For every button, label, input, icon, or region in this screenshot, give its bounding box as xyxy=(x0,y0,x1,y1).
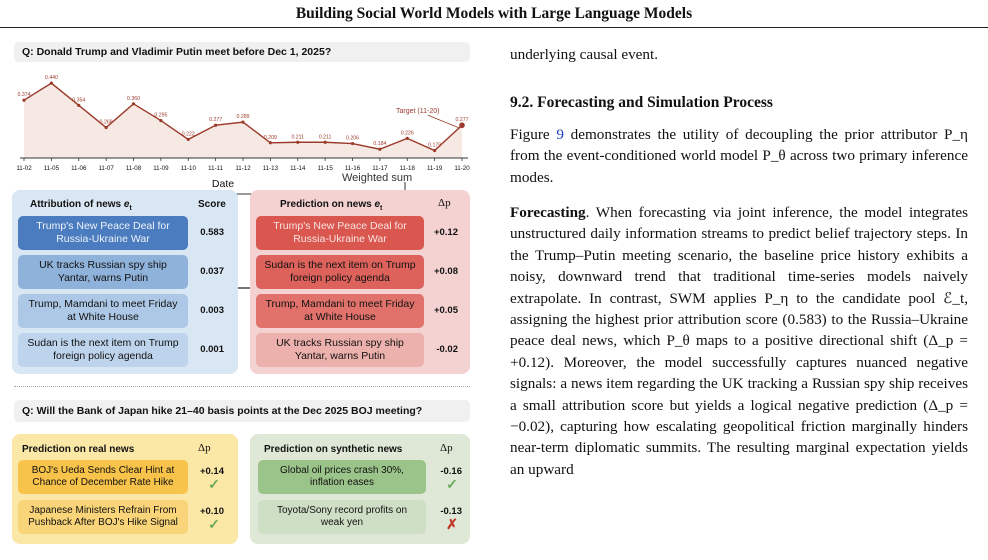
data-point xyxy=(22,99,25,102)
data-point xyxy=(406,137,409,140)
attribution-value: 0.037 xyxy=(200,266,224,277)
real-news-card: Japanese Ministers Refrain From Pushback After BOJ's Hike Signal xyxy=(18,500,188,534)
x-tick-label: 11-18 xyxy=(399,165,415,172)
prediction-card: Trump's New Peace Deal for Russia-Ukraine War xyxy=(256,216,424,250)
real-delta-header: Δp xyxy=(198,442,211,454)
x-tick-label: 11-20 xyxy=(454,165,470,172)
x-tick-label: 11-06 xyxy=(71,165,87,172)
data-point xyxy=(50,82,53,85)
delta-header: Δp xyxy=(438,197,451,209)
x-tick-label: 11-11 xyxy=(208,165,224,172)
data-point xyxy=(459,122,465,128)
check-icon: ✓ xyxy=(208,516,220,532)
check-icon: ✓ xyxy=(446,476,458,492)
x-tick-label: 11-17 xyxy=(372,165,388,172)
check-icon: ✓ xyxy=(208,476,220,492)
x-tick-label: 11-16 xyxy=(344,165,361,172)
data-label: 0.222 xyxy=(181,131,195,138)
data-point xyxy=(351,142,354,145)
x-tick-label: 11-12 xyxy=(235,165,251,172)
attribution-value: 0.001 xyxy=(200,344,224,355)
synthetic-news-title: Prediction on synthetic news xyxy=(264,444,403,455)
synthetic-news-card: Toyota/Sony record profits on weak yen xyxy=(258,500,426,534)
x-tick-label: 11-08 xyxy=(125,165,142,172)
prediction-card: Trump, Mamdani to meet Friday at White House xyxy=(256,294,424,328)
data-label: 0.277 xyxy=(455,117,469,124)
synthetic-news-value: -0.13 xyxy=(440,506,462,517)
data-label: 0.184 xyxy=(373,141,387,148)
paragraph-0: underlying causal event. xyxy=(510,46,659,63)
prediction-value: +0.12 xyxy=(433,227,458,238)
data-point xyxy=(105,126,108,129)
data-label: 0.211 xyxy=(291,134,305,141)
x-tick-label: 11-19 xyxy=(426,165,443,172)
data-point xyxy=(241,121,244,124)
figure xyxy=(10,36,474,560)
data-label: 0.211 xyxy=(318,134,332,141)
data-label: 0.209 xyxy=(263,134,277,141)
data-label: 0.277 xyxy=(209,117,223,124)
real-news-title: Prediction on real news xyxy=(22,444,135,455)
target-annotation: Target (11-20) xyxy=(396,108,440,116)
real-news-value: +0.10 xyxy=(199,506,224,517)
data-point xyxy=(77,104,80,107)
data-point xyxy=(378,148,381,151)
prediction-card: UK tracks Russian spy ship Yantar, warns Putin xyxy=(256,333,424,367)
prediction-title: Prediction on news $e_t$ xyxy=(280,199,383,212)
x-tick-label: 11-05 xyxy=(43,165,60,172)
cross-icon: ✗ xyxy=(446,516,458,532)
question-2: Q: Will the Bank of Japan hike 21–40 basis points at the Dec 2025 BOJ meeting? xyxy=(14,400,470,422)
data-label: 0.374 xyxy=(17,92,31,99)
data-point xyxy=(214,124,217,127)
weighted-sum-label: Weighted sum xyxy=(342,172,413,184)
figure-ref-link[interactable]: 9 xyxy=(556,126,564,143)
x-tick-label: 11-14 xyxy=(290,165,306,172)
prediction-value: +0.05 xyxy=(433,305,458,316)
data-label: 0.360 xyxy=(127,95,140,102)
data-label: 0.268 xyxy=(99,119,113,126)
attribution-value: 0.583 xyxy=(200,227,224,238)
attribution-value: 0.003 xyxy=(200,305,224,316)
data-point xyxy=(433,149,436,152)
prediction-card: Sudan is the next item on Trump foreign policy agenda xyxy=(256,255,424,289)
x-axis-label: Date xyxy=(211,178,235,190)
x-tick-label: 11-02 xyxy=(16,165,32,172)
paragraph-1: Figure 9 demonstrates the utility of decoupling the prior attributor P_η from the event-conditioned world model P_θ across two primary inference modes. xyxy=(510,126,968,186)
data-point xyxy=(159,119,162,122)
data-label: 0.354 xyxy=(72,97,86,104)
divider xyxy=(14,386,470,387)
attribution-card: UK tracks Russian spy ship Yantar, warns Putin xyxy=(18,255,188,289)
page-header xyxy=(0,0,988,28)
attribution-card: Trump, Mamdani to meet Friday at White House xyxy=(18,294,188,328)
data-point xyxy=(324,141,327,144)
data-label: 0.179 xyxy=(428,142,442,149)
real-news-value: +0.14 xyxy=(199,466,224,477)
prediction-value: -0.02 xyxy=(436,344,458,355)
attribution-card: Trump's New Peace Deal for Russia-Ukraine War xyxy=(18,216,188,250)
x-tick-label: 11-15 xyxy=(317,165,333,172)
data-label: 0.289 xyxy=(236,114,250,121)
x-tick-label: 11-09 xyxy=(153,165,169,172)
section-heading: 9.2. Forecasting and Simulation Process xyxy=(510,94,773,111)
x-tick-label: 11-13 xyxy=(262,165,279,172)
synthetic-delta-header: Δp xyxy=(440,442,453,454)
paragraph-2: Forecasting. When forecasting via joint inference, the model integrates unstructured daily information streams to predict belief trajectory steps. In the Trump–Putin meeting scenario, the baseline price history exhibits a noisy, downward trend that traditional time-series models naively extrapolate. In contrast, SWM applies P_η to the candidate pool ℰ_t, assigning the highest prior attribution score (0.583) to the Russia–Ukraine peace deal news, which P_θ maps to a positive directional shift (Δ_p = +0.12). Moreover, the model successfully captures nuanced negative signals: a news item regarding the UK tracking a Russian spy ship receives a small attribution score but yields a logical negative prediction (Δ_p = −0.02), capturing how escalating geopolitical friction marginally hinders near-term diplomatic summits. The resulting marginal expectation yields an upward xyxy=(510,204,968,478)
data-point xyxy=(132,102,135,105)
data-point xyxy=(296,141,299,144)
real-news-card: BOJ's Ueda Sends Clear Hint at Chance of December Rate Hike xyxy=(18,460,188,494)
data-label: 0.206 xyxy=(346,135,359,142)
data-label: 0.295 xyxy=(154,112,168,119)
data-label: 0.440 xyxy=(44,75,58,82)
header-title: Building Social World Models with Large Language Models xyxy=(295,5,693,22)
data-label: 0.226 xyxy=(400,130,414,137)
data-point xyxy=(269,141,272,144)
x-tick-label: 11-10 xyxy=(180,165,196,172)
attribution-card: Sudan is the next item on Trump foreign policy agenda xyxy=(18,333,188,367)
data-point xyxy=(187,138,190,141)
synthetic-news-card: Global oil prices crash 30%, inflation eases xyxy=(258,460,426,494)
attribution-title: Attribution of news $e_t$ xyxy=(30,199,132,212)
question-1: Q: Donald Trump and Vladimir Putin meet before Dec 1, 2025? xyxy=(14,42,470,62)
synthetic-news-value: -0.16 xyxy=(440,466,462,477)
prediction-value: +0.08 xyxy=(433,266,458,277)
x-tick-label: 11-07 xyxy=(98,165,114,172)
score-header: Score xyxy=(198,199,226,210)
